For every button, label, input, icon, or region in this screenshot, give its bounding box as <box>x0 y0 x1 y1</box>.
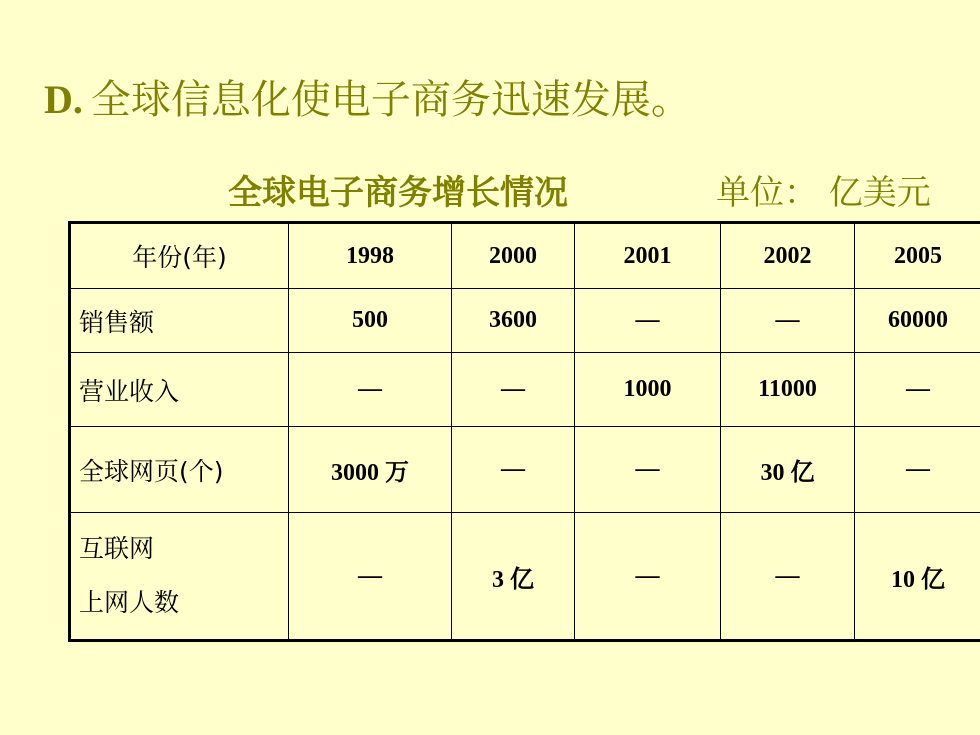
table-cell: — <box>575 289 721 353</box>
table-cell: 60000 <box>855 289 980 353</box>
table-cell: — <box>721 289 855 353</box>
table-cell: 500 <box>289 289 452 353</box>
table-cell: 3 亿 <box>452 513 575 641</box>
table-row <box>70 427 980 513</box>
table-row <box>70 513 980 641</box>
table-cell: 30 亿 <box>721 427 855 513</box>
table-cell: — <box>452 427 575 513</box>
slide-heading <box>44 74 691 126</box>
header-cell: 2005 <box>855 223 980 289</box>
table-header-row <box>70 223 980 289</box>
table-cell: — <box>289 353 452 427</box>
table-cell: 10 亿 <box>855 513 980 641</box>
table-cell: — <box>721 513 855 641</box>
header-cell: 2001 <box>575 223 721 289</box>
table-row <box>70 289 980 353</box>
table-cell: — <box>289 513 452 641</box>
table-cell: 3000 万 <box>289 427 452 513</box>
table-cell: — <box>855 353 980 427</box>
header-cell-year: 年份(年) <box>70 223 289 289</box>
row-label: 全球网页(个) <box>70 427 289 513</box>
row-label-line: 上网人数 <box>79 588 180 617</box>
table-title: 全球电子商务增长情况 <box>228 173 568 213</box>
row-label: 营业收入 <box>70 353 289 427</box>
table-cell: 11000 <box>721 353 855 427</box>
heading-prefix: D. <box>44 77 83 122</box>
growth-table <box>68 221 980 642</box>
heading-text: 全球信息化使电子商务迅速发展。 <box>90 77 691 122</box>
table-cell: — <box>452 353 575 427</box>
table-cell: — <box>575 427 721 513</box>
table-row <box>70 353 980 427</box>
header-cell: 2002 <box>721 223 855 289</box>
table-cell: — <box>575 513 721 641</box>
header-cell: 2000 <box>452 223 575 289</box>
row-label <box>70 513 289 641</box>
header-cell: 1998 <box>289 223 452 289</box>
table-cell: — <box>855 427 980 513</box>
table-cell: 3600 <box>452 289 575 353</box>
row-label: 销售额 <box>70 289 289 353</box>
unit-text: 单位： 亿美元 <box>716 173 931 213</box>
table-cell: 1000 <box>575 353 721 427</box>
row-label-line: 互联网 <box>79 534 155 563</box>
